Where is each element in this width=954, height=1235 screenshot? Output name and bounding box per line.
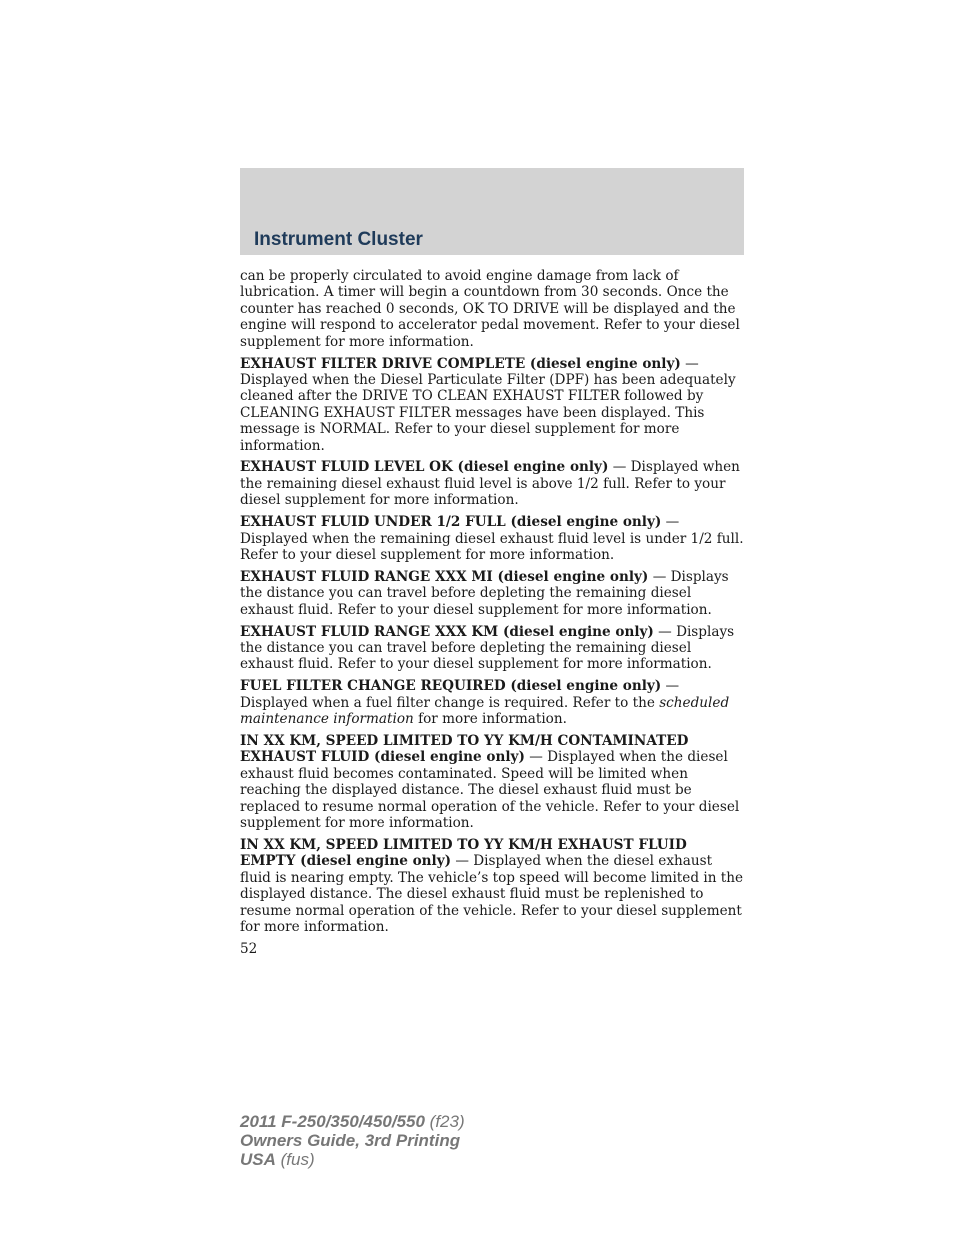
section-title: Instrument Cluster	[254, 229, 423, 250]
paragraph-intro	[240, 268, 746, 350]
paragraph-body: — Displays the distance you can travel before depleting the remaining diesel exhaust fluid. Refer to your diesel supplement for more information.	[240, 568, 729, 618]
footer-line-market	[240, 1150, 465, 1169]
paragraph-fluid-range-mi	[240, 569, 746, 618]
paragraph-filter-drive-complete	[240, 356, 746, 454]
paragraph-heading: IN XX KM, SPEED LIMITED TO YY KM/H EXHAUST FLUID EMPTY (diesel engine only)	[240, 837, 687, 870]
paragraph-body: — Displays the distance you can travel before depleting the remaining diesel exhaust fluid. Refer to your diesel supplement for more information.	[240, 623, 735, 673]
footer-model: 2011 F-250/350/450/550	[240, 1112, 425, 1131]
page-number: 52	[240, 940, 258, 957]
document-footer	[240, 1112, 465, 1169]
paragraph-body: — Displayed when a fuel filter change is required. Refer to the	[240, 678, 680, 711]
paragraph-heading: EXHAUST FLUID UNDER 1/2 FULL (diesel engine only)	[240, 514, 662, 531]
paragraph-heading: EXHAUST FLUID RANGE XXX KM (diesel engine only)	[240, 623, 654, 640]
paragraph-body: — Displayed when the diesel exhaust fluid is nearing empty. The vehicle’s top speed will become limited in the displayed distance. The diesel exhaust fluid must be replenished to resume normal operation of the vehicle. Refer to your diesel supplement for more information.	[240, 853, 744, 936]
paragraph-body: can be properly circulated to avoid engine damage from lack of lubrication. A timer will begin a countdown from 30 seconds. Once the counter has reached 0 seconds, OK TO DRIVE will be displayed and the engine will respond to accelerator pedal movement. Refer to your diesel supplement for more information.	[240, 268, 740, 350]
paragraph-body: — Displayed when the remaining diesel exhaust fluid level is above 1/2 full. Refer to your diesel supplement for more information.	[240, 459, 740, 509]
paragraph-body: — Displayed when the diesel exhaust fluid becomes contaminated. Speed will be limited when reaching the displayed distance. The diesel exhaust fluid must be replaced to resume normal operation of the vehicle. Refer to your diesel supplement for more information.	[240, 749, 740, 832]
paragraph-body: for more information.	[413, 711, 567, 728]
paragraph-fuel-filter-change	[240, 678, 746, 727]
footer-market: USA	[240, 1150, 276, 1169]
body-text	[240, 268, 746, 957]
paragraph-body: — Displayed when the Diesel Particulate Filter (DPF) has been adequately cleaned after the DRIVE TO CLEAN EXHAUST FILTER followed by CLEANING EXHAUST FILTER messages have been displayed. This message is NORMAL. Refer to your diesel supplement for more information.	[240, 355, 736, 454]
footer-model-code: (f23)	[424, 1112, 465, 1131]
paragraph-heading: EXHAUST FLUID LEVEL OK (diesel engine only)	[240, 459, 609, 476]
footer-market-code: (fus)	[275, 1150, 315, 1169]
footer-line-model	[240, 1112, 465, 1131]
paragraph-fluid-empty	[240, 837, 746, 935]
paragraph-fluid-range-km	[240, 624, 746, 673]
paragraph-heading: FUEL FILTER CHANGE REQUIRED (diesel engine only)	[240, 678, 662, 695]
paragraph-heading: EXHAUST FLUID RANGE XXX MI (diesel engine only)	[240, 568, 649, 585]
footer-line-edition: Owners Guide, 3rd Printing	[240, 1131, 461, 1150]
paragraph-body: — Displayed when the remaining diesel exhaust fluid level is under 1/2 full. Refer to your diesel supplement for more information.	[240, 514, 744, 563]
paragraph-contaminated-fluid	[240, 733, 746, 831]
paragraph-reference: scheduled maintenance information	[240, 694, 730, 728]
paragraph-fluid-level-ok	[240, 459, 746, 508]
paragraph-fluid-under-half	[240, 514, 746, 563]
section-header	[240, 168, 744, 255]
paragraph-heading: EXHAUST FILTER DRIVE COMPLETE (diesel engine only)	[240, 355, 681, 372]
paragraph-heading: IN XX KM, SPEED LIMITED TO YY KM/H CONTAMINATED EXHAUST FLUID (diesel engine only)	[240, 733, 689, 766]
